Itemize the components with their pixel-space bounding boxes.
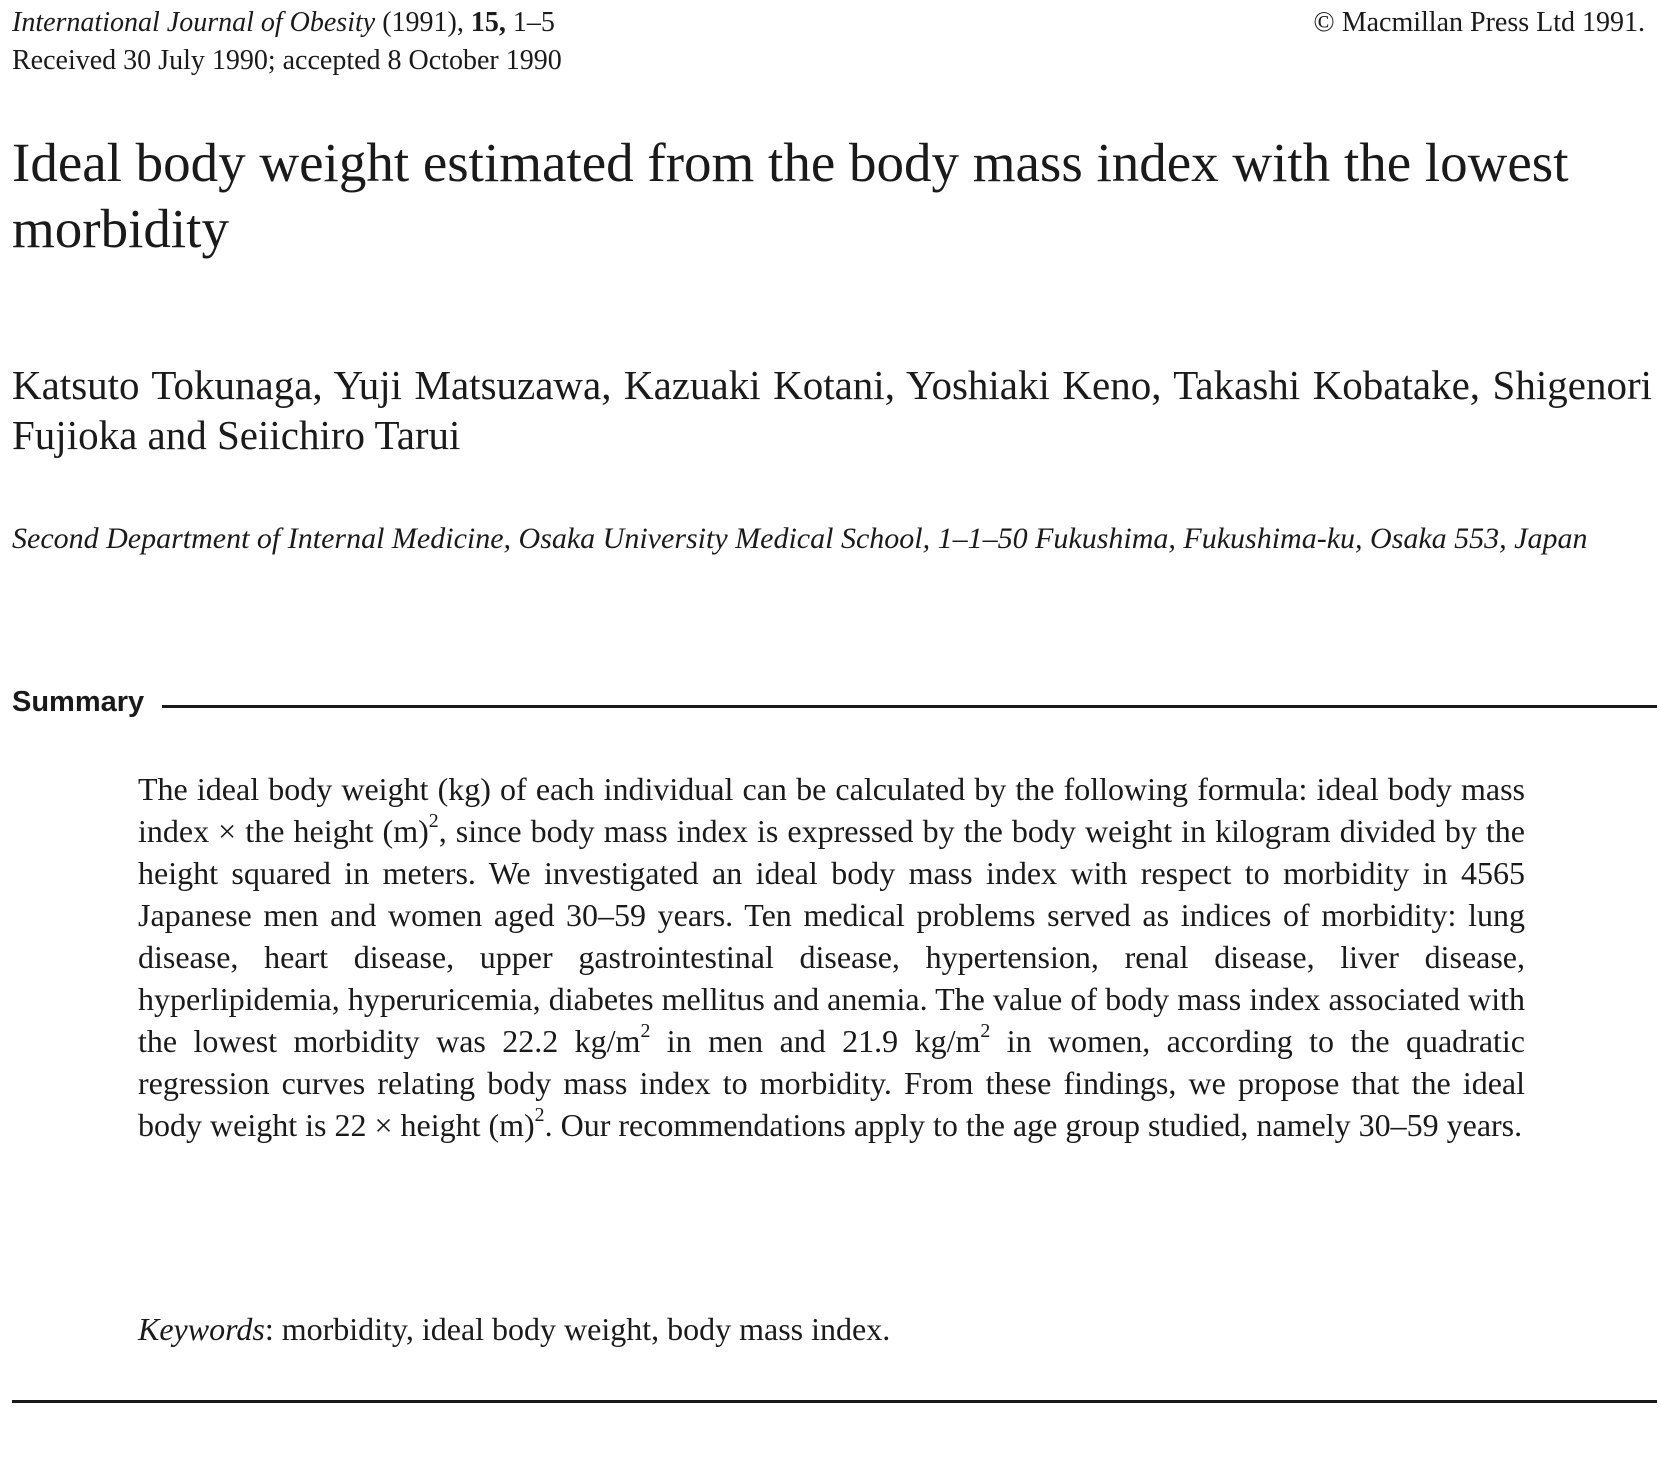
copyright-notice: © Macmillan Press Ltd 1991.: [1313, 7, 1645, 38]
journal-name: International Journal of Obesity: [12, 7, 376, 38]
summary-rule: [162, 705, 1657, 708]
summary-part-2: , since body mass index is expressed by the body weight in kilogram divided by the height squared in meters. We investigated an ideal body mass index with respect to morbidity in 4565 Japanese men and women aged 30–59 years. Ten medical problems served as indices of morbidity: lung disease, heart disease, upper gastrointestinal disease, hypertension, renal disease, liver disease, hyperlipidemia, hyperuricemia, diabetes mellitus and anemia. The value of body mass index associated with the lowest morbidity was 22.2 kg/m: [138, 813, 1526, 1059]
superscript-2: 2: [534, 1104, 545, 1127]
summary-heading-row: [12, 680, 1657, 720]
citation-line: [12, 4, 562, 42]
journal-pages: 1–5: [512, 7, 555, 38]
author-list: Katsuto Tokunaga, Yuji Matsuzawa, Kazuaki Kotani, Yoshiaki Keno, Takashi Kobatake, Shigenori Fujioka and Seiichiro Tarui: [12, 362, 1652, 458]
superscript-2: 2: [640, 1020, 651, 1043]
article-title: Ideal body weight estimated from the body mass index with the lowest morbidity: [12, 132, 1569, 259]
received-dates: Received 30 July 1990; accepted 8 October 1990: [12, 45, 562, 76]
keywords-label: Keywords: [138, 1311, 265, 1347]
superscript-2: 2: [428, 810, 439, 833]
summary-heading: Summary: [12, 686, 145, 718]
citation-header: [12, 4, 562, 80]
summary-part-3: in men and 21.9 kg/m: [650, 1023, 981, 1059]
summary-text: [138, 768, 1525, 1146]
journal-year: (1991),: [382, 7, 464, 38]
summary-part-4: in women, according to the quadratic regression curves relating body mass index to morbidity. From these findings, we propose that the ideal body weight is 22 × height (m): [138, 1023, 1525, 1143]
superscript-2: 2: [980, 1020, 991, 1043]
bottom-rule: [12, 1400, 1657, 1403]
keywords: [138, 1308, 1525, 1350]
journal-volume: 15,: [470, 7, 506, 38]
summary-part-1: The ideal body weight (kg) of each individual can be calculated by the following formula: ideal body mass index × the height (m): [138, 771, 1525, 849]
affiliation: Second Department of Internal Medicine, Osaka University Medical School, 1–1–50 Fukushima, Fukushima-ku, Osaka 553, Japan: [12, 522, 1588, 555]
keywords-text: : morbidity, ideal body weight, body mass index.: [264, 1311, 891, 1347]
summary-part-5: . Our recommendations apply to the age group studied, namely 30–59 years.: [544, 1107, 1523, 1143]
